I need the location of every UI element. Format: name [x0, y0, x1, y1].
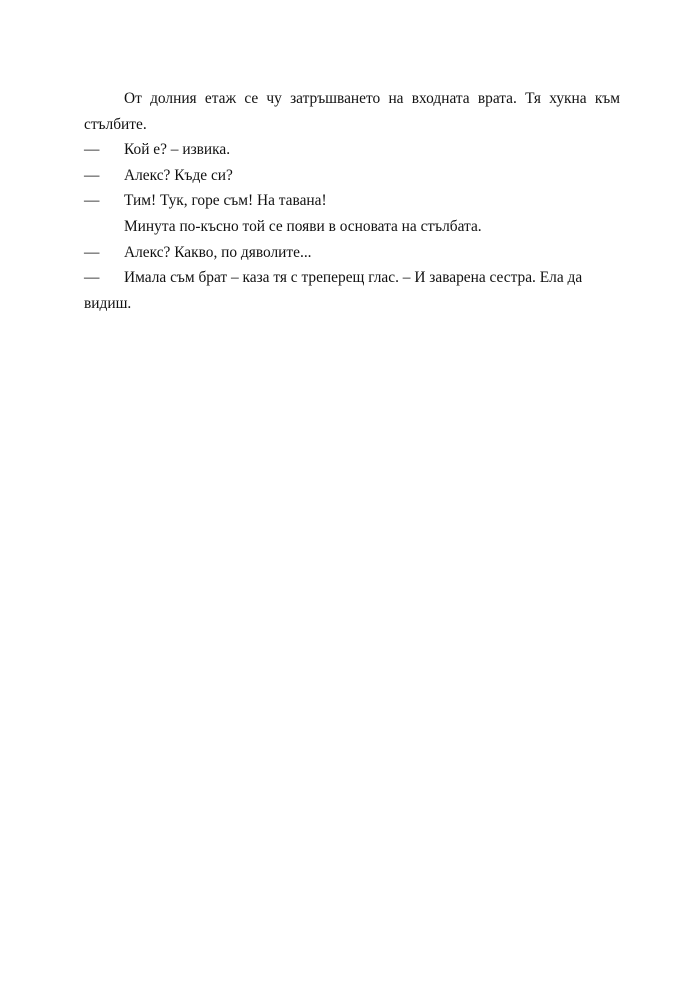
dialogue-dash: — [84, 192, 100, 210]
paragraph-text: Минута по-късно той се появи в основата на стълбата. [124, 217, 482, 235]
dialogue-line [84, 163, 620, 189]
dialogue-text: Алекс? Къде си? [124, 166, 233, 184]
document-body [84, 86, 620, 316]
dialogue-dash: — [84, 141, 100, 159]
dialogue-line [84, 188, 620, 214]
dialogue-dash: — [84, 243, 100, 261]
dialogue-text: Алекс? Какво, по дяволите... [124, 243, 312, 261]
dialogue-text: Имала съм брат – каза тя с треперещ глас. – И заварена сестра. Ела да видиш. [84, 269, 583, 312]
dialogue-text: Тим! Тук, горе съм! На тавана! [124, 192, 327, 210]
dialogue-line [84, 137, 620, 163]
dialogue-line [84, 265, 620, 316]
paragraph-text: От долния етаж се чу затръшването на входната врата. Тя хукна към стълбите. [84, 90, 620, 133]
dialogue-dash: — [84, 269, 100, 287]
dialogue-dash: — [84, 166, 100, 184]
narration-paragraph [84, 214, 620, 240]
dialogue-text: Кой е? – извика. [124, 141, 231, 159]
narration-paragraph [84, 86, 620, 137]
dialogue-line [84, 240, 620, 266]
